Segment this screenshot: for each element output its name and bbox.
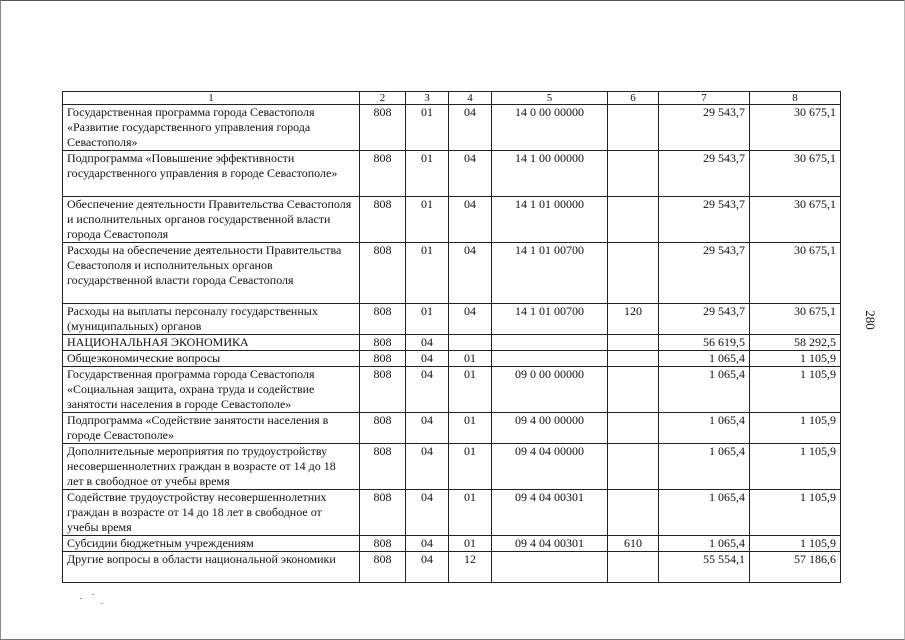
row-subsection: 01 (449, 351, 492, 367)
col-header-2: 2 (360, 92, 406, 105)
row-amount-2: 1 105,9 (750, 351, 841, 367)
row-target-article (492, 335, 608, 351)
row-subsection: 12 (449, 552, 492, 583)
table-row (63, 351, 841, 367)
table-row (63, 444, 841, 490)
row-admin-code: 808 (360, 351, 406, 367)
row-target-article: 09 4 04 00301 (492, 490, 608, 536)
row-subsection: 04 (449, 304, 492, 335)
row-amount-1: 1 065,4 (659, 536, 750, 552)
row-target-article: 14 1 00 00000 (492, 151, 608, 197)
row-section: 04 (406, 351, 449, 367)
row-amount-1: 1 065,4 (659, 351, 750, 367)
row-subsection: 04 (449, 243, 492, 304)
row-name: Другие вопросы в области национальной экономики (63, 552, 360, 583)
page-number: 280 (862, 310, 878, 330)
table-row (63, 367, 841, 413)
row-expense-type (608, 413, 659, 444)
row-target-article: 14 1 01 00700 (492, 304, 608, 335)
row-expense-type (608, 444, 659, 490)
scan-speck (92, 594, 94, 595)
row-target-article: 14 1 01 00700 (492, 243, 608, 304)
row-expense-type: 120 (608, 304, 659, 335)
row-section: 01 (406, 304, 449, 335)
row-amount-2: 30 675,1 (750, 304, 841, 335)
table-row (63, 243, 841, 304)
row-name: Содействие трудоустройству несовершеннолетних граждан в возрасте от 14 до 18 лет в свободное от учебы время (63, 490, 360, 536)
table-row (63, 151, 841, 197)
row-section: 01 (406, 151, 449, 197)
row-target-article: 14 1 01 00000 (492, 197, 608, 243)
row-section: 04 (406, 367, 449, 413)
row-admin-code: 808 (360, 367, 406, 413)
row-amount-1: 1 065,4 (659, 444, 750, 490)
row-target-article: 14 0 00 00000 (492, 105, 608, 151)
row-amount-2: 30 675,1 (750, 243, 841, 304)
row-amount-1: 55 554,1 (659, 552, 750, 583)
row-amount-1: 1 065,4 (659, 413, 750, 444)
row-name: Обеспечение деятельности Правительства Севастополя и исполнительных органов государственной власти города Севастополя (63, 197, 360, 243)
table-row (63, 536, 841, 552)
row-admin-code: 808 (360, 444, 406, 490)
row-amount-1: 29 543,7 (659, 105, 750, 151)
row-amount-2: 30 675,1 (750, 105, 841, 151)
table-row (63, 490, 841, 536)
budget-table (62, 91, 841, 583)
row-name: Расходы на выплаты персоналу государственных (муниципальных) органов (63, 304, 360, 335)
row-subsection: 01 (449, 367, 492, 413)
row-amount-1: 29 543,7 (659, 304, 750, 335)
table-row (63, 335, 841, 351)
col-header-1: 1 (63, 92, 360, 105)
row-amount-2: 57 186,6 (750, 552, 841, 583)
row-subsection: 04 (449, 151, 492, 197)
row-expense-type (608, 335, 659, 351)
row-name: Подпрограмма «Содействие занятости населения в городе Севастополе» (63, 413, 360, 444)
row-admin-code: 808 (360, 552, 406, 583)
row-name: Государственная программа города Севастополя «Социальная защита, охрана труда и содействие занятости населения в городе Севастополе» (63, 367, 360, 413)
row-subsection: 01 (449, 536, 492, 552)
row-section: 04 (406, 413, 449, 444)
scan-speck (101, 603, 103, 604)
row-target-article: 09 4 00 00000 (492, 413, 608, 444)
row-section: 04 (406, 536, 449, 552)
row-subsection: 01 (449, 490, 492, 536)
row-expense-type: 610 (608, 536, 659, 552)
row-subsection (449, 335, 492, 351)
row-admin-code: 808 (360, 536, 406, 552)
table-row (63, 552, 841, 583)
row-expense-type (608, 105, 659, 151)
row-amount-2: 1 105,9 (750, 490, 841, 536)
row-expense-type (608, 367, 659, 413)
row-target-article: 09 4 04 00000 (492, 444, 608, 490)
row-amount-1: 56 619,5 (659, 335, 750, 351)
row-name: НАЦИОНАЛЬНАЯ ЭКОНОМИКА (63, 335, 360, 351)
row-amount-2: 1 105,9 (750, 536, 841, 552)
table-row (63, 304, 841, 335)
row-amount-2: 30 675,1 (750, 151, 841, 197)
row-target-article: 09 4 04 00301 (492, 536, 608, 552)
row-subsection: 01 (449, 413, 492, 444)
table-row (63, 413, 841, 444)
col-header-3: 3 (406, 92, 449, 105)
col-header-5: 5 (492, 92, 608, 105)
row-name: Подпрограмма «Повышение эффективности государственного управления в городе Севастополе» (63, 151, 360, 197)
row-subsection: 04 (449, 105, 492, 151)
row-section: 01 (406, 105, 449, 151)
row-section: 04 (406, 490, 449, 536)
table-body (63, 92, 841, 583)
col-header-6: 6 (608, 92, 659, 105)
row-section: 04 (406, 552, 449, 583)
row-admin-code: 808 (360, 490, 406, 536)
row-target-article: 09 0 00 00000 (492, 367, 608, 413)
col-header-8: 8 (750, 92, 841, 105)
row-name: Государственная программа города Севастополя «Развитие государственного управления города Севастополя» (63, 105, 360, 151)
row-amount-1: 1 065,4 (659, 490, 750, 536)
row-amount-2: 1 105,9 (750, 413, 841, 444)
row-name: Расходы на обеспечение деятельности Правительства Севастополя и исполнительных органов государственной власти города Севастополя (63, 243, 360, 304)
row-target-article (492, 351, 608, 367)
row-expense-type (608, 490, 659, 536)
row-amount-1: 29 543,7 (659, 243, 750, 304)
row-admin-code: 808 (360, 413, 406, 444)
col-header-4: 4 (449, 92, 492, 105)
row-name: Общеэкономические вопросы (63, 351, 360, 367)
row-amount-2: 1 105,9 (750, 367, 841, 413)
row-subsection: 01 (449, 444, 492, 490)
row-name: Дополнительные мероприятия по трудоустройству несовершеннолетних граждан в возрасте от 14 до 18 лет в свободное от учебы время (63, 444, 360, 490)
row-amount-1: 1 065,4 (659, 367, 750, 413)
row-section: 01 (406, 243, 449, 304)
row-amount-2: 58 292,5 (750, 335, 841, 351)
row-section: 04 (406, 335, 449, 351)
table-row (63, 197, 841, 243)
row-expense-type (608, 351, 659, 367)
row-amount-1: 29 543,7 (659, 151, 750, 197)
scan-speck (80, 598, 82, 599)
row-name: Субсидии бюджетным учреждениям (63, 536, 360, 552)
row-expense-type (608, 243, 659, 304)
row-target-article (492, 552, 608, 583)
row-admin-code: 808 (360, 197, 406, 243)
row-admin-code: 808 (360, 243, 406, 304)
row-subsection: 04 (449, 197, 492, 243)
row-section: 04 (406, 444, 449, 490)
row-admin-code: 808 (360, 335, 406, 351)
row-expense-type (608, 552, 659, 583)
row-amount-2: 30 675,1 (750, 197, 841, 243)
header-row (63, 92, 841, 105)
row-admin-code: 808 (360, 151, 406, 197)
row-expense-type (608, 151, 659, 197)
row-amount-2: 1 105,9 (750, 444, 841, 490)
table-row (63, 105, 841, 151)
col-header-7: 7 (659, 92, 750, 105)
row-expense-type (608, 197, 659, 243)
row-section: 01 (406, 197, 449, 243)
row-admin-code: 808 (360, 304, 406, 335)
row-amount-1: 29 543,7 (659, 197, 750, 243)
row-admin-code: 808 (360, 105, 406, 151)
